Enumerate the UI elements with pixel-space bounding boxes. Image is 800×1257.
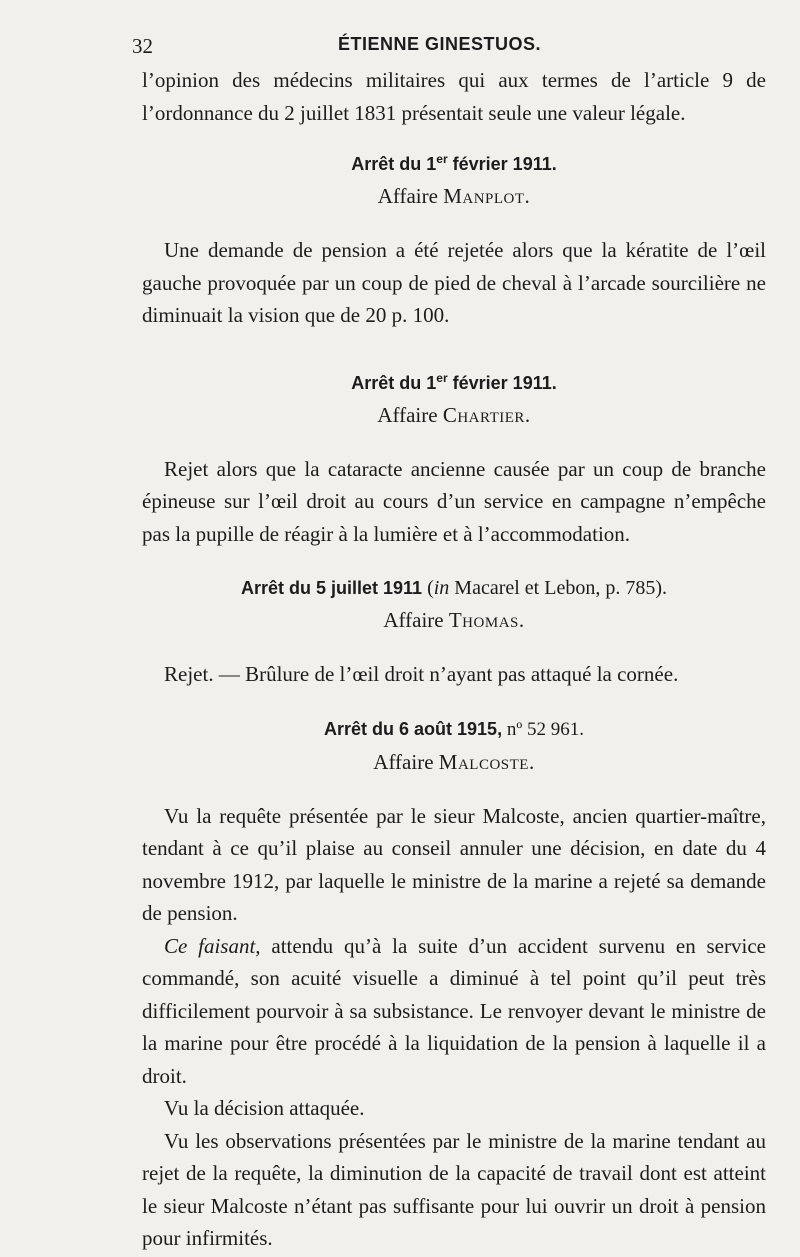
decision-heading-1: Arrêt du 1er février 1911. (351, 152, 557, 174)
running-header (132, 28, 766, 64)
decision-text-3: Rejet. — Brûlure de l’œil droit n’ayant pas attaqué la cornée. (164, 662, 679, 686)
decision-heading-4: Arrêt du 6 août 1915, nº 52 961. (324, 718, 584, 740)
vu-observations-paragraph: Vu les observations présentées par le ministre de la marine tendant au rejet de la requête, la diminution de la capacité de travail dont est atteint le sieur Malcoste n’étant pas suffisante pour lui ouvrir un droit à pension pour infirmités. (142, 1128, 766, 1250)
running-title: ÉTIENNE GINESTUOS. (338, 34, 542, 54)
intro-paragraph: l’opinion des médecins militaires qui aux termes de l’article 9 de l’ordonnance du 2 juillet 1831 présentait seule une valeur légale. (142, 68, 766, 125)
ce-faisant-paragraph: Ce faisant, attendu qu’à la suite d’un accident survenu en service commandé, son acuité visuelle a diminué à tel point qu’il peut très difficilement pourvoir à sa subsistance. Le renvoyer devant le ministre de la marine pour être procédé à la liquidation de la pension à laquelle il a droit. (142, 933, 766, 1088)
affaire-title-1: Affaire Manplot. (377, 184, 531, 208)
decision-heading-3: Arrêt du 5 juillet 1911 (in Macarel et Lebon, p. 785). (240, 577, 667, 599)
decision-text-1: Une demande de pension a été rejetée alors que la kératite de l’œil gauche provoquée par un coup de pied de cheval à l’arcade sourcilière ne diminuait la vision que de 20 p. 100. (142, 238, 766, 327)
affaire-title-3: Affaire Thomas. (383, 608, 525, 632)
affaire-title-4: Affaire Malcoste. (373, 749, 535, 774)
affaire-title-2: Affaire Chartier. (377, 402, 531, 427)
page-number: 32 (132, 34, 153, 58)
decision-text-2: Rejet alors que la cataracte ancienne causée par un coup de branche épineuse sur l’œil droit au cours d’un service en campagne n’empêche pas la pupille de réagir à la lumière et à l’accommodation. (142, 456, 766, 546)
decision-request-paragraph: Vu la requête présentée par le sieur Malcoste, ancien quartier-maître, tendant à ce qu’il plaise au conseil annuler une décision, en date du 4 novembre 1912, par laquelle le ministre de la marine a rejeté sa demande de pension. (142, 803, 766, 925)
vu-decision-paragraph: Vu la décision attaquée. (164, 1096, 365, 1120)
decision-heading-2: Arrêt du 1er février 1911. (351, 370, 557, 393)
